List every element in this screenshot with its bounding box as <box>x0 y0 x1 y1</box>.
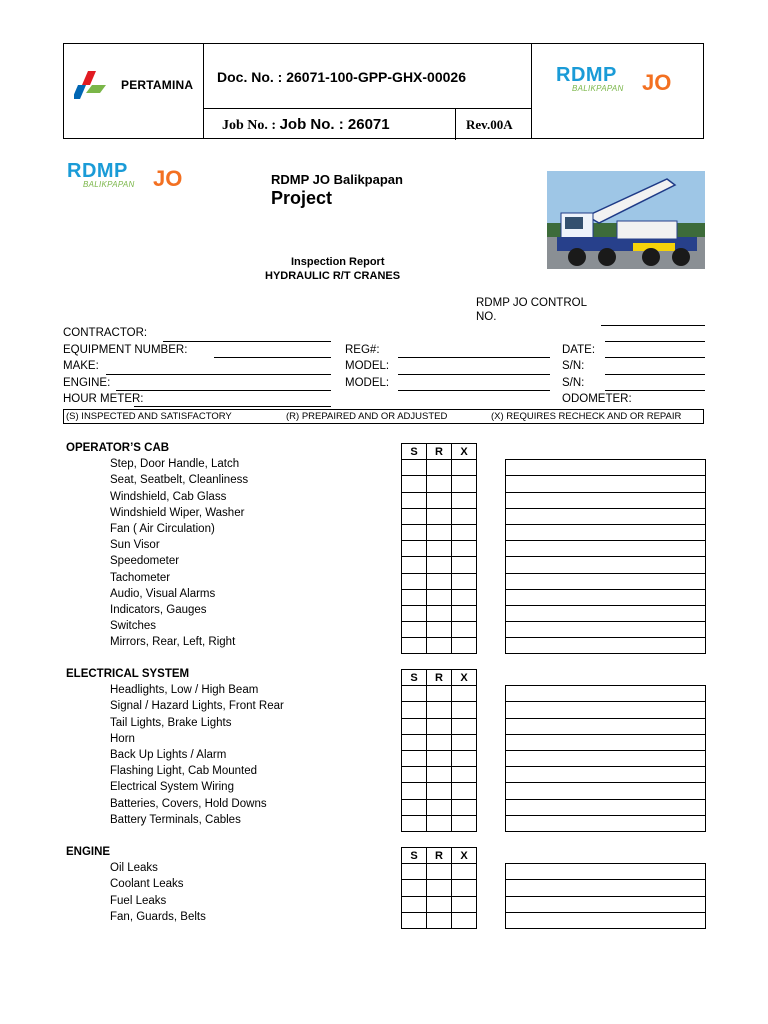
check-cell[interactable] <box>402 573 427 589</box>
check-cell[interactable] <box>427 734 452 750</box>
remark-cell[interactable] <box>506 815 706 831</box>
pertamina-logo <box>74 71 193 99</box>
check-cell[interactable] <box>402 783 427 799</box>
column-header: X <box>452 848 477 864</box>
check-cell[interactable] <box>452 492 477 508</box>
check-cell[interactable] <box>427 622 452 638</box>
column-header: R <box>427 444 452 460</box>
odometer-label: ODOMETER: <box>562 393 632 405</box>
hour-meter-label: HOUR METER: <box>63 393 144 405</box>
control-no-line[interactable] <box>601 325 705 326</box>
checklist-item: Fan, Guards, Belts <box>110 910 206 923</box>
rdmp-jo-logo: RDMP BALIKPAPAN JO <box>67 160 183 191</box>
checklist-item: Windshield Wiper, Washer <box>110 506 245 519</box>
check-cell[interactable] <box>452 896 477 912</box>
checklist-item: Tail Lights, Brake Lights <box>110 716 232 729</box>
remark-cell[interactable] <box>506 896 706 912</box>
remarks-column <box>505 685 706 832</box>
section-title: ELECTRICAL SYSTEM <box>66 668 190 680</box>
remark-cell[interactable] <box>506 605 706 621</box>
check-cell[interactable] <box>402 605 427 621</box>
check-cell[interactable] <box>427 864 452 880</box>
equipment-field[interactable] <box>214 357 331 358</box>
check-cell[interactable] <box>427 476 452 492</box>
project-title: Project <box>271 188 333 208</box>
check-cell[interactable] <box>427 912 452 928</box>
check-cell[interactable] <box>402 799 427 815</box>
column-header: S <box>402 444 427 460</box>
check-cell[interactable] <box>452 815 477 831</box>
check-cell[interactable] <box>402 476 427 492</box>
check-cell[interactable] <box>402 541 427 557</box>
engine-label: ENGINE: <box>63 377 111 389</box>
check-cell[interactable] <box>452 799 477 815</box>
checklist-item: Speedometer <box>110 555 180 568</box>
check-cell[interactable] <box>427 541 452 557</box>
check-cell[interactable] <box>427 896 452 912</box>
legend-bar <box>63 409 704 424</box>
legend-r: (R) PREPAIRED AND OR ADJUSTED <box>286 411 448 422</box>
check-cell[interactable] <box>402 896 427 912</box>
checklist-item: Switches <box>110 620 157 633</box>
check-cell[interactable] <box>402 524 427 540</box>
check-cell[interactable] <box>452 864 477 880</box>
check-cell[interactable] <box>402 508 427 524</box>
check-cell[interactable] <box>427 638 452 654</box>
check-cell[interactable] <box>402 880 427 896</box>
make-label: MAKE: <box>63 360 99 372</box>
remark-cell[interactable] <box>506 476 706 492</box>
crane-photo <box>547 171 705 269</box>
check-cell[interactable] <box>427 524 452 540</box>
check-cell[interactable] <box>452 686 477 702</box>
check-cell[interactable] <box>452 541 477 557</box>
checklist-item: Electrical System Wiring <box>110 781 234 794</box>
check-cell[interactable] <box>402 815 427 831</box>
checklist-item: Flashing Light, Cab Mounted <box>110 765 258 778</box>
check-cell[interactable] <box>402 638 427 654</box>
checklist-item: Back Up Lights / Alarm <box>110 749 227 761</box>
remark-cell[interactable] <box>506 557 706 573</box>
remark-cell[interactable] <box>506 864 706 880</box>
remark-cell[interactable] <box>506 524 706 540</box>
date-label: DATE: <box>562 344 596 356</box>
check-cell[interactable] <box>452 718 477 734</box>
check-cell[interactable] <box>427 508 452 524</box>
check-cell[interactable] <box>427 799 452 815</box>
checklist-item: Coolant Leaks <box>110 878 184 891</box>
check-cell[interactable] <box>452 524 477 540</box>
column-header: X <box>452 444 477 460</box>
check-cell[interactable] <box>427 460 452 476</box>
check-cell[interactable] <box>452 460 477 476</box>
column-header: R <box>427 670 452 686</box>
checklist-item: Signal / Hazard Lights, Front Rear <box>110 700 284 713</box>
check-cell[interactable] <box>402 557 427 573</box>
date-field[interactable] <box>605 357 705 358</box>
remark-cell[interactable] <box>506 460 706 476</box>
remark-cell[interactable] <box>506 767 706 783</box>
sn-field[interactable] <box>605 374 705 375</box>
check-cell[interactable] <box>452 557 477 573</box>
check-cell[interactable] <box>402 589 427 605</box>
engine-model-label: MODEL: <box>345 377 390 389</box>
check-cell[interactable] <box>452 605 477 621</box>
column-header: S <box>402 670 427 686</box>
check-cell[interactable] <box>402 734 427 750</box>
checklist-item: Sun Visor <box>110 539 160 552</box>
check-cell[interactable] <box>427 492 452 508</box>
make-field[interactable] <box>106 374 331 375</box>
contractor-label: CONTRACTOR: <box>63 327 148 339</box>
check-cell[interactable] <box>452 476 477 492</box>
check-cell[interactable] <box>452 783 477 799</box>
srx-grid <box>401 847 477 929</box>
column-header: X <box>452 670 477 686</box>
checklist-item: Windshield, Cab Glass <box>110 490 227 503</box>
checklist-item: Headlights, Low / High Beam <box>110 684 259 697</box>
contractor-field[interactable] <box>163 341 331 342</box>
check-cell[interactable] <box>402 622 427 638</box>
check-cell[interactable] <box>427 605 452 621</box>
extra-field[interactable] <box>605 341 705 342</box>
checklist-item: Seat, Seatbelt, Cleanliness <box>110 474 249 487</box>
srx-grid <box>401 669 477 832</box>
check-cell[interactable] <box>402 750 427 766</box>
model-field[interactable] <box>398 374 550 375</box>
check-cell[interactable] <box>427 750 452 766</box>
pertamina-text: PERTAMINA <box>121 78 194 92</box>
remarks-column <box>505 863 706 929</box>
remarks-column <box>505 459 706 654</box>
engine-sn-label: S/N: <box>562 377 585 389</box>
remark-cell[interactable] <box>506 541 706 557</box>
remark-cell[interactable] <box>506 508 706 524</box>
check-cell[interactable] <box>402 718 427 734</box>
engine-sn-field[interactable] <box>605 390 705 391</box>
pertamina-icon <box>74 71 118 99</box>
check-cell[interactable] <box>427 557 452 573</box>
reg-field[interactable] <box>398 357 550 358</box>
checklist-item: Fuel Leaks <box>110 894 167 907</box>
check-cell[interactable] <box>402 492 427 508</box>
rdmp-jo-logo-header: RDMP BALIKPAPAN JO <box>556 64 672 95</box>
model-label: MODEL: <box>345 360 390 372</box>
check-cell[interactable] <box>402 702 427 718</box>
section-title: OPERATOR’S CAB <box>66 442 170 454</box>
check-cell[interactable] <box>427 589 452 605</box>
engine-model-field[interactable] <box>398 390 550 391</box>
check-cell[interactable] <box>452 702 477 718</box>
check-cell[interactable] <box>452 638 477 654</box>
check-cell[interactable] <box>427 702 452 718</box>
checklist-item: Step, Door Handle, Latch <box>110 458 240 471</box>
remark-cell[interactable] <box>506 589 706 605</box>
legend-s: (S) INSPECTED AND SATISFACTORY <box>66 411 232 422</box>
checklist-item: Battery Terminals, Cables <box>110 813 241 826</box>
report-title: Inspection Report <box>291 256 385 268</box>
srx-grid <box>401 443 477 654</box>
revision: Rev.00A <box>466 117 513 132</box>
check-cell[interactable] <box>427 880 452 896</box>
report-subject: HYDRAULIC R/T CRANES <box>265 270 401 282</box>
engine-field[interactable] <box>116 390 331 391</box>
checklist-item: Audio, Visual Alarms <box>110 587 216 600</box>
checklist-item: Fan ( Air Circulation) <box>110 523 215 535</box>
check-cell[interactable] <box>427 767 452 783</box>
checklist-item: Tachometer <box>110 571 171 584</box>
remark-cell[interactable] <box>506 622 706 638</box>
column-header: R <box>427 848 452 864</box>
check-cell[interactable] <box>427 573 452 589</box>
check-cell[interactable] <box>427 718 452 734</box>
checklist-item: Horn <box>110 732 135 745</box>
remark-cell[interactable] <box>506 718 706 734</box>
check-cell[interactable] <box>427 686 452 702</box>
hour-meter-field[interactable] <box>134 406 331 407</box>
check-cell[interactable] <box>402 912 427 928</box>
remark-cell[interactable] <box>506 750 706 766</box>
check-cell[interactable] <box>452 880 477 896</box>
checklist-item: Indicators, Gauges <box>110 604 207 616</box>
check-cell[interactable] <box>452 573 477 589</box>
remark-cell[interactable] <box>506 912 706 928</box>
remark-cell[interactable] <box>506 686 706 702</box>
checklist-item: Mirrors, Rear, Left, Right <box>110 636 236 649</box>
check-cell[interactable] <box>402 460 427 476</box>
equipment-label: EQUIPMENT NUMBER: <box>63 344 188 356</box>
remark-cell[interactable] <box>506 638 706 654</box>
remark-cell[interactable] <box>506 880 706 896</box>
doc-number: Doc. No. : 26071-100-GPP-GHX-00026 <box>217 69 466 85</box>
column-header: S <box>402 848 427 864</box>
check-cell[interactable] <box>452 750 477 766</box>
remark-cell[interactable] <box>506 573 706 589</box>
check-cell[interactable] <box>452 734 477 750</box>
check-cell[interactable] <box>452 508 477 524</box>
project-name: RDMP JO Balikpapan <box>271 172 403 187</box>
sn-label: S/N: <box>562 360 585 372</box>
check-cell[interactable] <box>427 815 452 831</box>
job-number: Job No. : Job No. : 26071 <box>222 116 390 133</box>
document-header <box>63 43 704 139</box>
remark-cell[interactable] <box>506 783 706 799</box>
remark-cell[interactable] <box>506 702 706 718</box>
checklist-item: Batteries, Covers, Hold Downs <box>110 797 267 810</box>
check-cell[interactable] <box>452 589 477 605</box>
check-cell[interactable] <box>402 864 427 880</box>
remark-cell[interactable] <box>506 492 706 508</box>
check-cell[interactable] <box>452 767 477 783</box>
check-cell[interactable] <box>402 767 427 783</box>
checklist-item: Oil Leaks <box>110 862 158 875</box>
remark-cell[interactable] <box>506 734 706 750</box>
remark-cell[interactable] <box>506 799 706 815</box>
check-cell[interactable] <box>402 686 427 702</box>
section-title: ENGINE <box>66 846 111 858</box>
check-cell[interactable] <box>452 912 477 928</box>
control-no-label-2: NO. <box>476 311 497 323</box>
reg-label: REG#: <box>345 344 380 356</box>
legend-x: (X) REQUIRES RECHECK AND OR REPAIR <box>491 411 682 422</box>
check-cell[interactable] <box>452 622 477 638</box>
control-no-label: RDMP JO CONTROL <box>476 297 587 309</box>
check-cell[interactable] <box>427 783 452 799</box>
